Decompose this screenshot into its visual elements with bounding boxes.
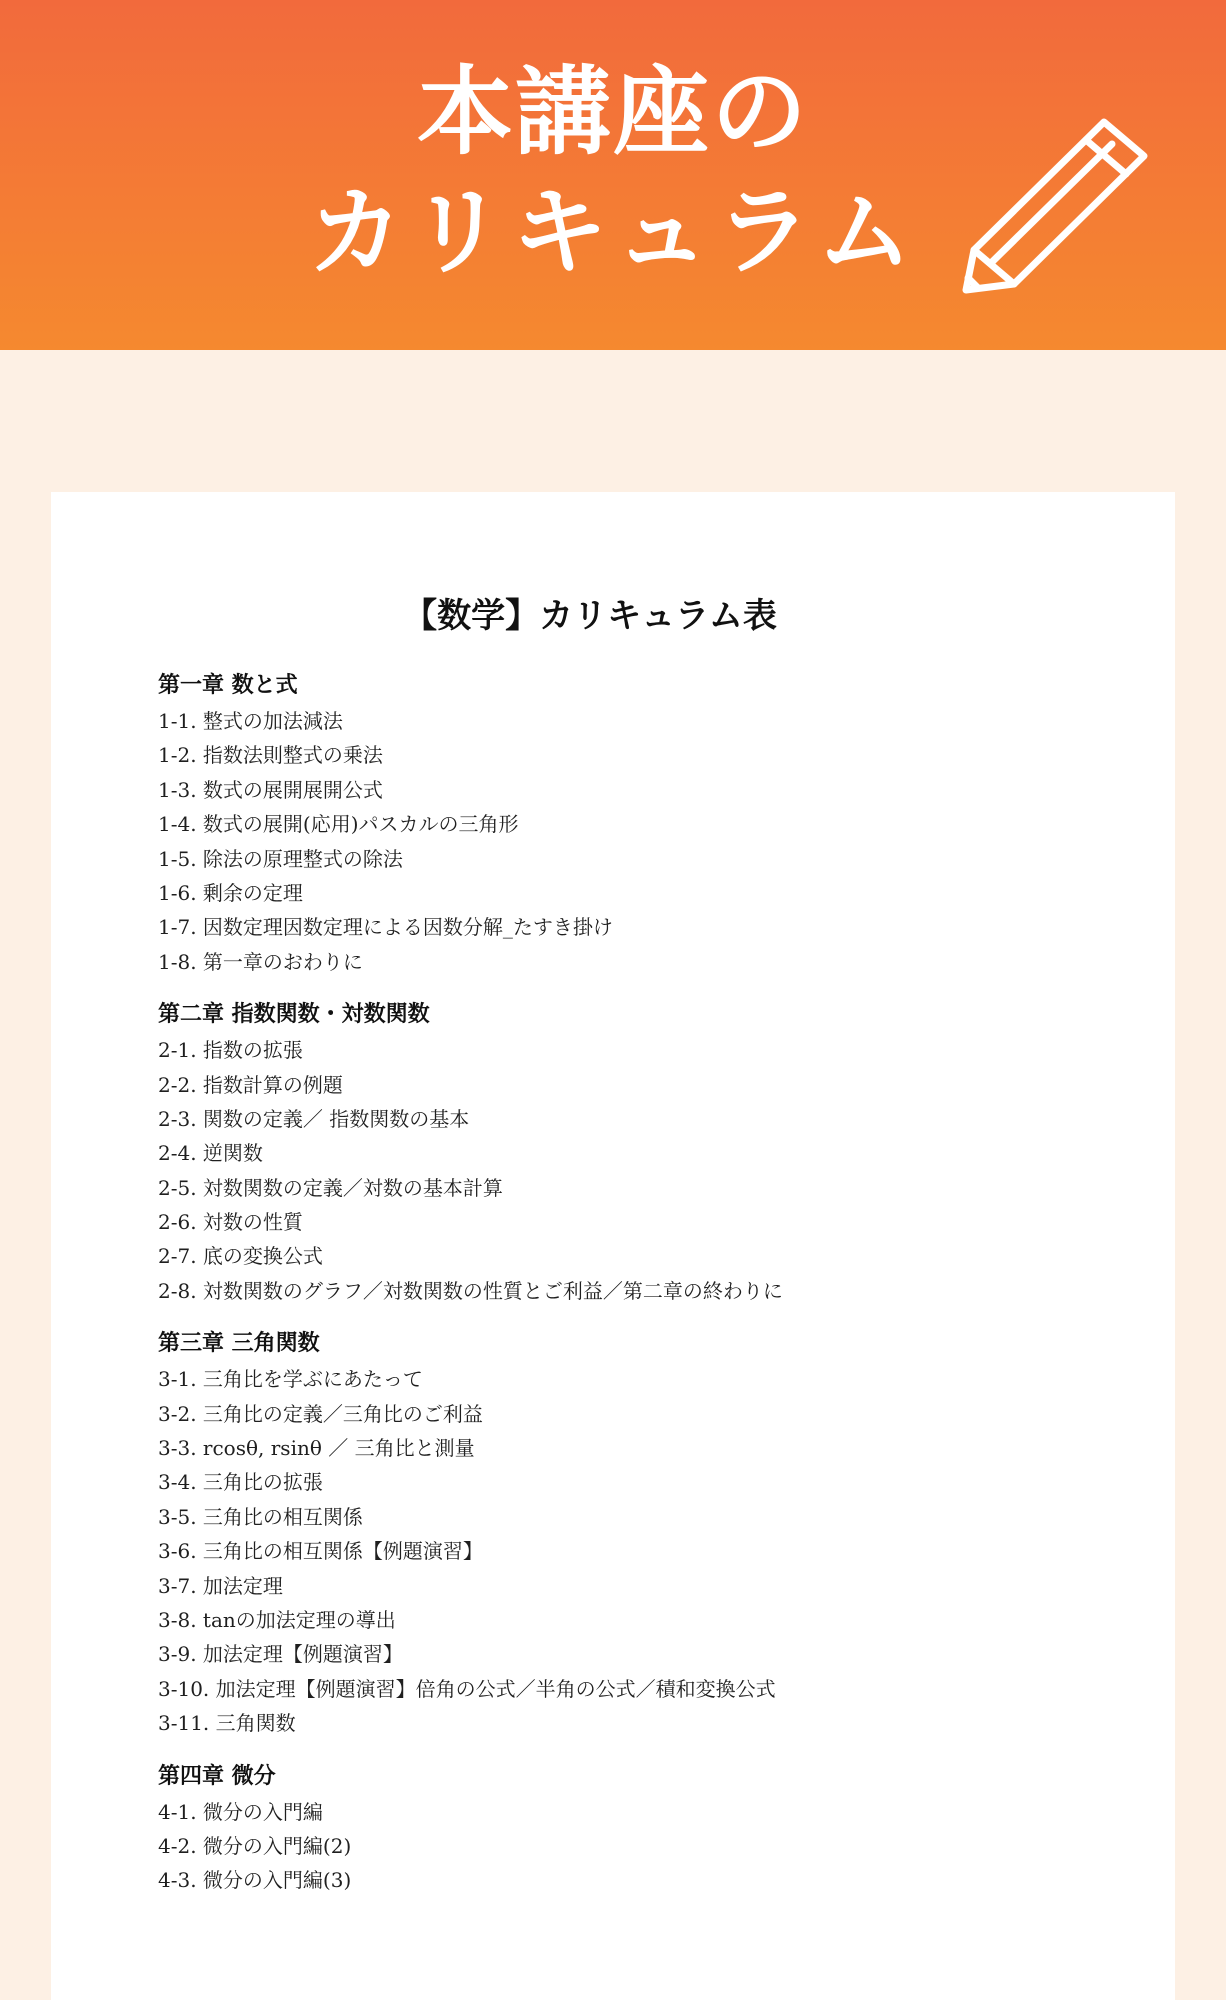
pencil-icon xyxy=(962,112,1154,296)
chapter-2 xyxy=(158,997,1118,1308)
banner-title-line2: カリキュラム xyxy=(307,176,919,288)
lesson-item: 1-6. 剰余の定理 xyxy=(158,880,303,905)
chapter-4 xyxy=(158,1759,1118,1898)
lesson-item: 2-1. 指数の拡張 xyxy=(158,1038,303,1063)
lesson-item: 1-1. 整式の加法減法 xyxy=(158,709,343,733)
lesson-item: 2-2. 指数計算の例題 xyxy=(158,1072,343,1097)
lesson-item: 2-7. 底の変換公式 xyxy=(158,1244,323,1269)
lesson-item: 1-4. 数式の展開(応用)パスカルの三角形 xyxy=(158,812,519,837)
chapter-3 xyxy=(158,1326,1118,1740)
lesson-item: 1-7. 因数定理因数定理による因数分解_たすき掛け xyxy=(158,915,613,940)
lesson-item: 2-3. 関数の定義／ 指数関数の基本 xyxy=(158,1106,470,1131)
chapter-1 xyxy=(158,668,1118,979)
lesson-item: 2-6. 対数の性質 xyxy=(158,1210,303,1235)
lesson-item: 1-8. 第一章のおわりに xyxy=(158,949,363,974)
lesson-item: 1-2. 指数法則整式の乗法 xyxy=(158,743,383,768)
lesson-item: 3-5. 三角比の相互関係 xyxy=(158,1504,363,1529)
lesson-item: 3-9. 加法定理【例題演習】 xyxy=(158,1642,403,1667)
lesson-item: 2-5. 対数関数の定義／対数の基本計算 xyxy=(158,1175,503,1200)
lesson-item: 3-1. 三角比を学ぶにあたって xyxy=(158,1367,423,1392)
lesson-item: 3-3. rcosθ, rsinθ ／ 三角比と測量 xyxy=(158,1436,475,1461)
lesson-item: 3-10. 加法定理【例題演習】倍角の公式／半角の公式／積和変換公式 xyxy=(158,1676,776,1701)
lesson-item: 4-2. 微分の入門編(2) xyxy=(158,1833,352,1858)
chapter-list xyxy=(158,668,1118,1916)
lesson-item: 4-3. 微分の入門編(3) xyxy=(158,1868,352,1893)
chapter-heading: 第一章 数と式 xyxy=(158,672,298,698)
chapter-heading: 第三章 三角関数 xyxy=(158,1330,320,1357)
curriculum-table-title: 【数学】カリキュラム表 xyxy=(403,596,777,636)
lesson-item: 4-1. 微分の入門編 xyxy=(158,1799,323,1824)
lesson-item: 3-11. 三角関数 xyxy=(158,1711,296,1736)
header-banner xyxy=(0,0,1226,350)
banner-title-line1: 本講座の xyxy=(417,56,809,168)
lesson-list xyxy=(158,1795,1118,1898)
lesson-item: 3-6. 三角比の相互関係【例題演習】 xyxy=(158,1539,483,1564)
lesson-item: 3-8. tanの加法定理の導出 xyxy=(158,1607,396,1632)
chapter-heading: 第四章 微分 xyxy=(158,1762,276,1789)
lesson-item: 1-3. 数式の展開展開公式 xyxy=(158,777,383,802)
lesson-list xyxy=(158,1033,1118,1308)
lesson-item: 3-2. 三角比の定義／三角比のご利益 xyxy=(158,1401,483,1426)
lesson-item: 3-4. 三角比の拡張 xyxy=(158,1470,323,1495)
lesson-list xyxy=(158,704,1118,979)
lesson-item: 2-4. 逆関数 xyxy=(158,1141,263,1166)
lesson-list xyxy=(158,1362,1118,1740)
lesson-item: 2-8. 対数関数のグラフ／対数関数の性質とご利益／第二章の終わりに xyxy=(158,1278,783,1303)
chapter-heading: 第二章 指数関数・対数関数 xyxy=(158,1001,430,1028)
lesson-item: 3-7. 加法定理 xyxy=(158,1573,283,1598)
lesson-item: 1-5. 除法の原理整式の除法 xyxy=(158,846,403,871)
